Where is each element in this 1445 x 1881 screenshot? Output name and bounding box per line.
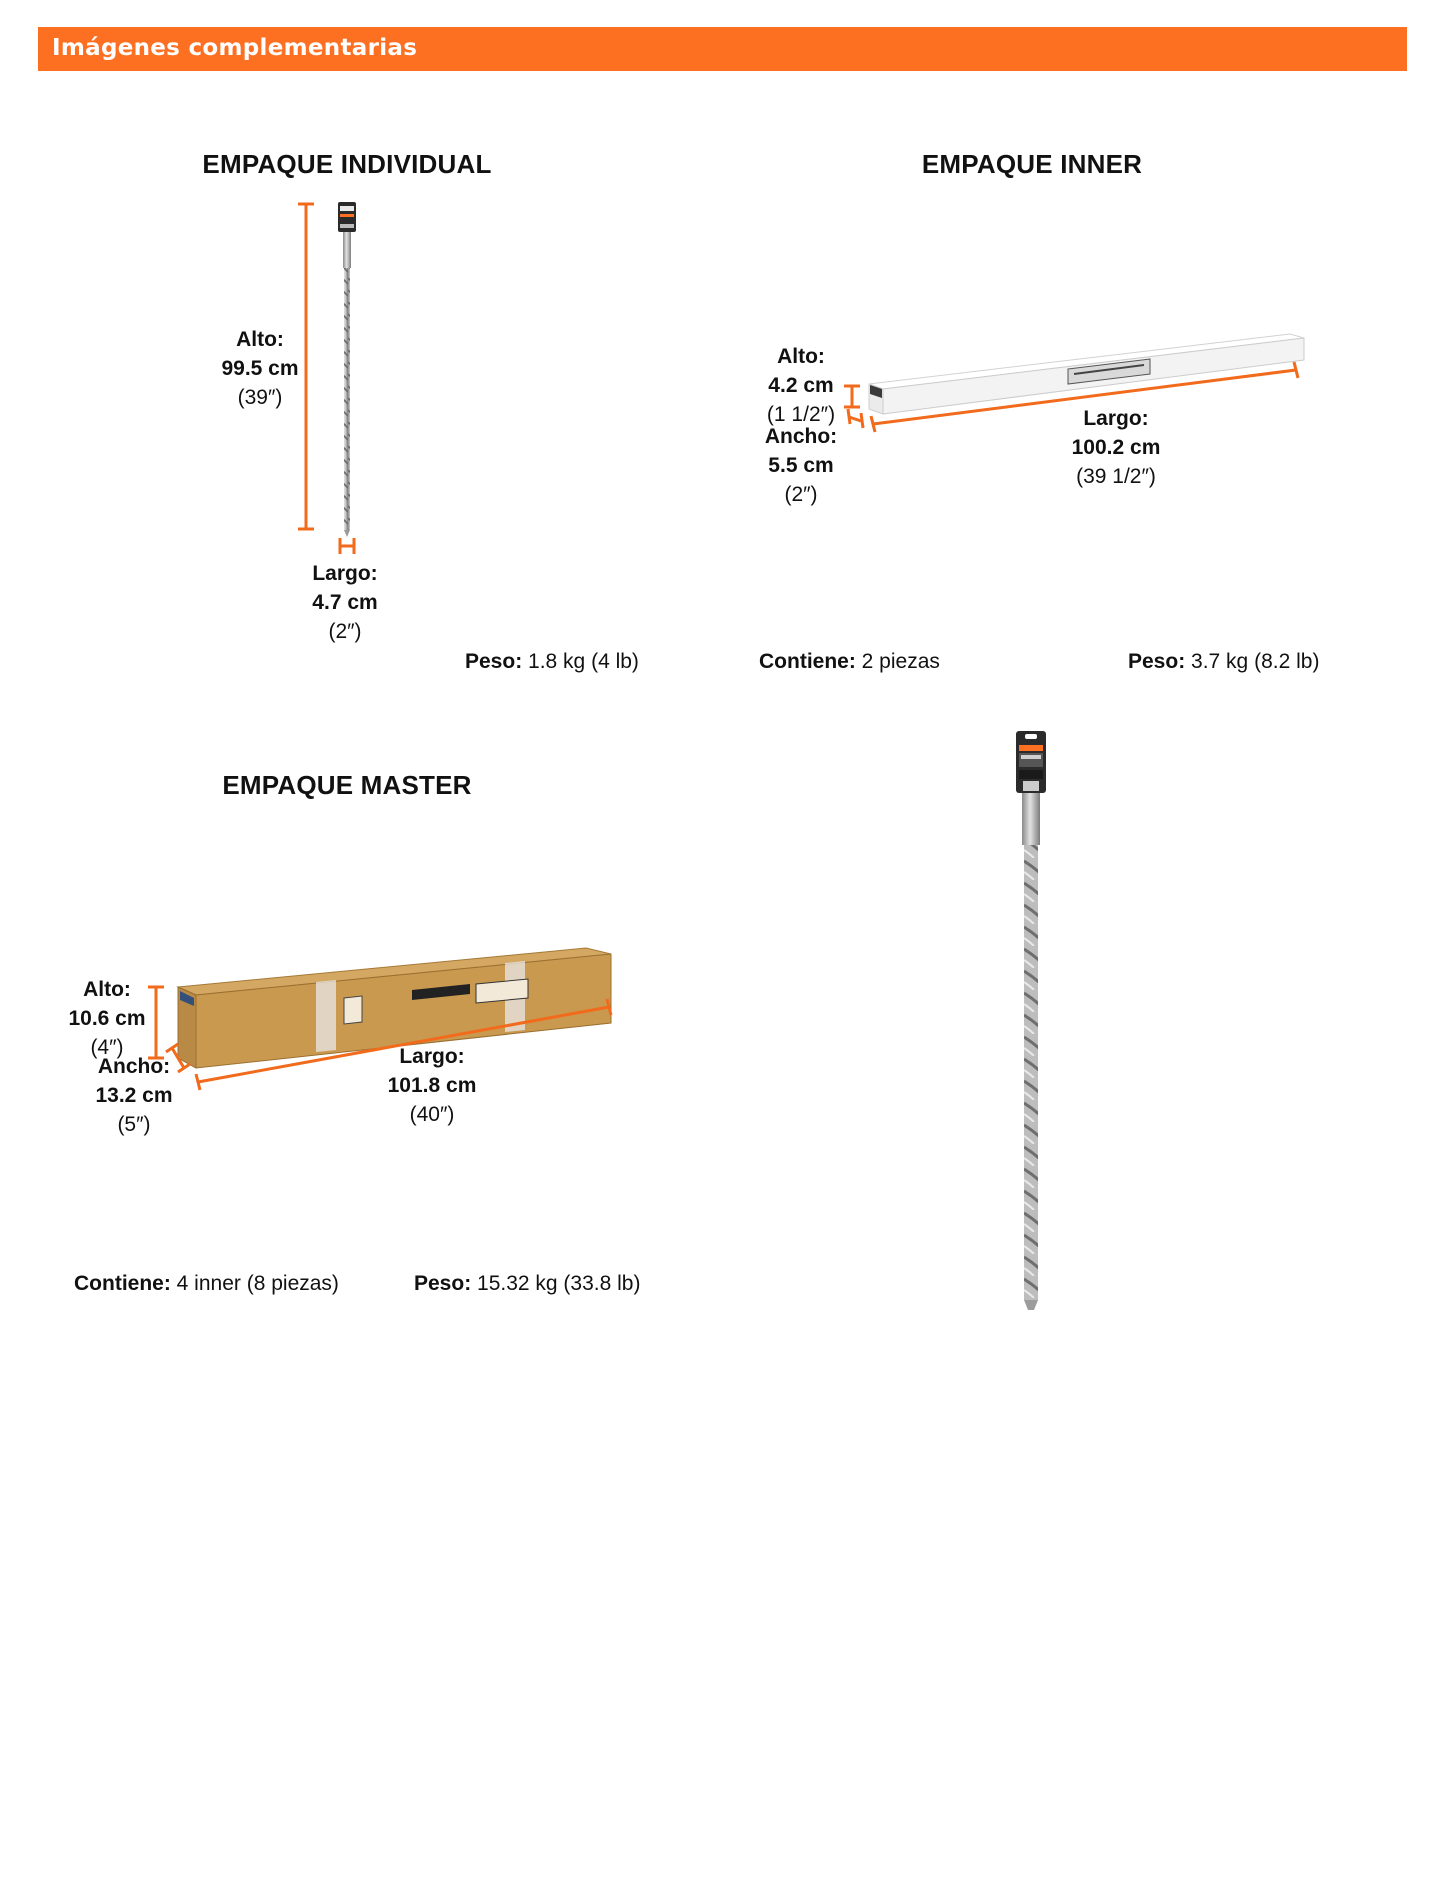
master-largo-label <box>388 1042 477 1129</box>
section-header-title: Imágenes complementarias <box>52 35 418 61</box>
alto-value: 99.5 cm <box>221 357 299 380</box>
peso-value: 15.32 kg (33.8 lb) <box>477 1272 641 1295</box>
peso-value: 3.7 kg (8.2 lb) <box>1191 650 1320 673</box>
master-peso <box>414 1272 640 1296</box>
ancho-value: 13.2 cm <box>95 1084 173 1107</box>
contiene-label: Contiene: <box>74 1272 171 1295</box>
contiene-label: Contiene: <box>759 650 856 673</box>
alto-imperial: (1 1/2″) <box>766 403 836 426</box>
ancho-imperial: (2″) <box>784 483 818 506</box>
inner-ancho-dimension-line <box>848 409 863 428</box>
alto-value: 4.2 cm <box>768 374 834 397</box>
alto-imperial: (4″) <box>90 1036 124 1059</box>
ancho-label: Ancho: <box>764 425 838 448</box>
largo-value: 100.2 cm <box>1071 436 1161 459</box>
largo-value: 101.8 cm <box>387 1074 477 1097</box>
master-contiene <box>74 1272 339 1296</box>
individual-section-title: EMPAQUE INDIVIDUAL <box>202 149 492 179</box>
largo-label: Largo: <box>399 1045 465 1068</box>
peso-value: 1.8 kg (4 lb) <box>528 650 639 673</box>
largo-imperial: (40″) <box>409 1103 455 1126</box>
largo-imperial: (39 1/2″) <box>1076 465 1156 488</box>
alto-label: Alto: <box>777 345 825 368</box>
alto-label: Alto: <box>83 978 131 1001</box>
inner-contiene <box>759 650 940 674</box>
ancho-value: 5.5 cm <box>768 454 834 477</box>
inner-ancho-label <box>765 422 837 509</box>
alto-label: Alto: <box>236 328 284 351</box>
contiene-value: 4 inner (8 piezas) <box>176 1272 339 1295</box>
master-alto-dimension-line <box>148 987 164 1058</box>
ancho-label: Ancho: <box>97 1055 171 1078</box>
peso-label: Peso: <box>414 1272 472 1295</box>
alto-imperial: (39″) <box>237 386 283 409</box>
master-section-title: EMPAQUE MASTER <box>222 770 472 800</box>
inner-box-icon <box>869 334 1304 414</box>
alto-value: 10.6 cm <box>68 1007 146 1030</box>
master-ancho-label <box>95 1052 172 1139</box>
inner-alto-label <box>767 342 835 429</box>
individual-peso <box>465 650 639 674</box>
largo-label: Largo: <box>1083 407 1149 430</box>
inner-peso <box>1128 650 1319 674</box>
drill-bit-icon <box>1016 731 1046 1310</box>
contiene-value: 2 piezas <box>861 650 940 673</box>
individual-alto-label <box>221 325 298 412</box>
peso-label: Peso: <box>465 650 523 673</box>
individual-largo-label <box>312 559 377 646</box>
ancho-imperial: (5″) <box>117 1113 151 1136</box>
largo-label: Largo: <box>312 562 378 585</box>
individual-drill-bit-icon <box>338 202 356 537</box>
largo-imperial: (2″) <box>328 620 362 643</box>
inner-alto-dimension-line <box>844 386 860 407</box>
inner-largo-label <box>1072 404 1161 491</box>
inner-section-title: EMPAQUE INNER <box>921 149 1143 179</box>
master-alto-label <box>68 975 145 1062</box>
largo-value: 4.7 cm <box>312 591 378 614</box>
peso-label: Peso: <box>1128 650 1186 673</box>
individual-alto-dimension-line <box>298 204 314 529</box>
individual-largo-dimension-line <box>340 538 354 554</box>
